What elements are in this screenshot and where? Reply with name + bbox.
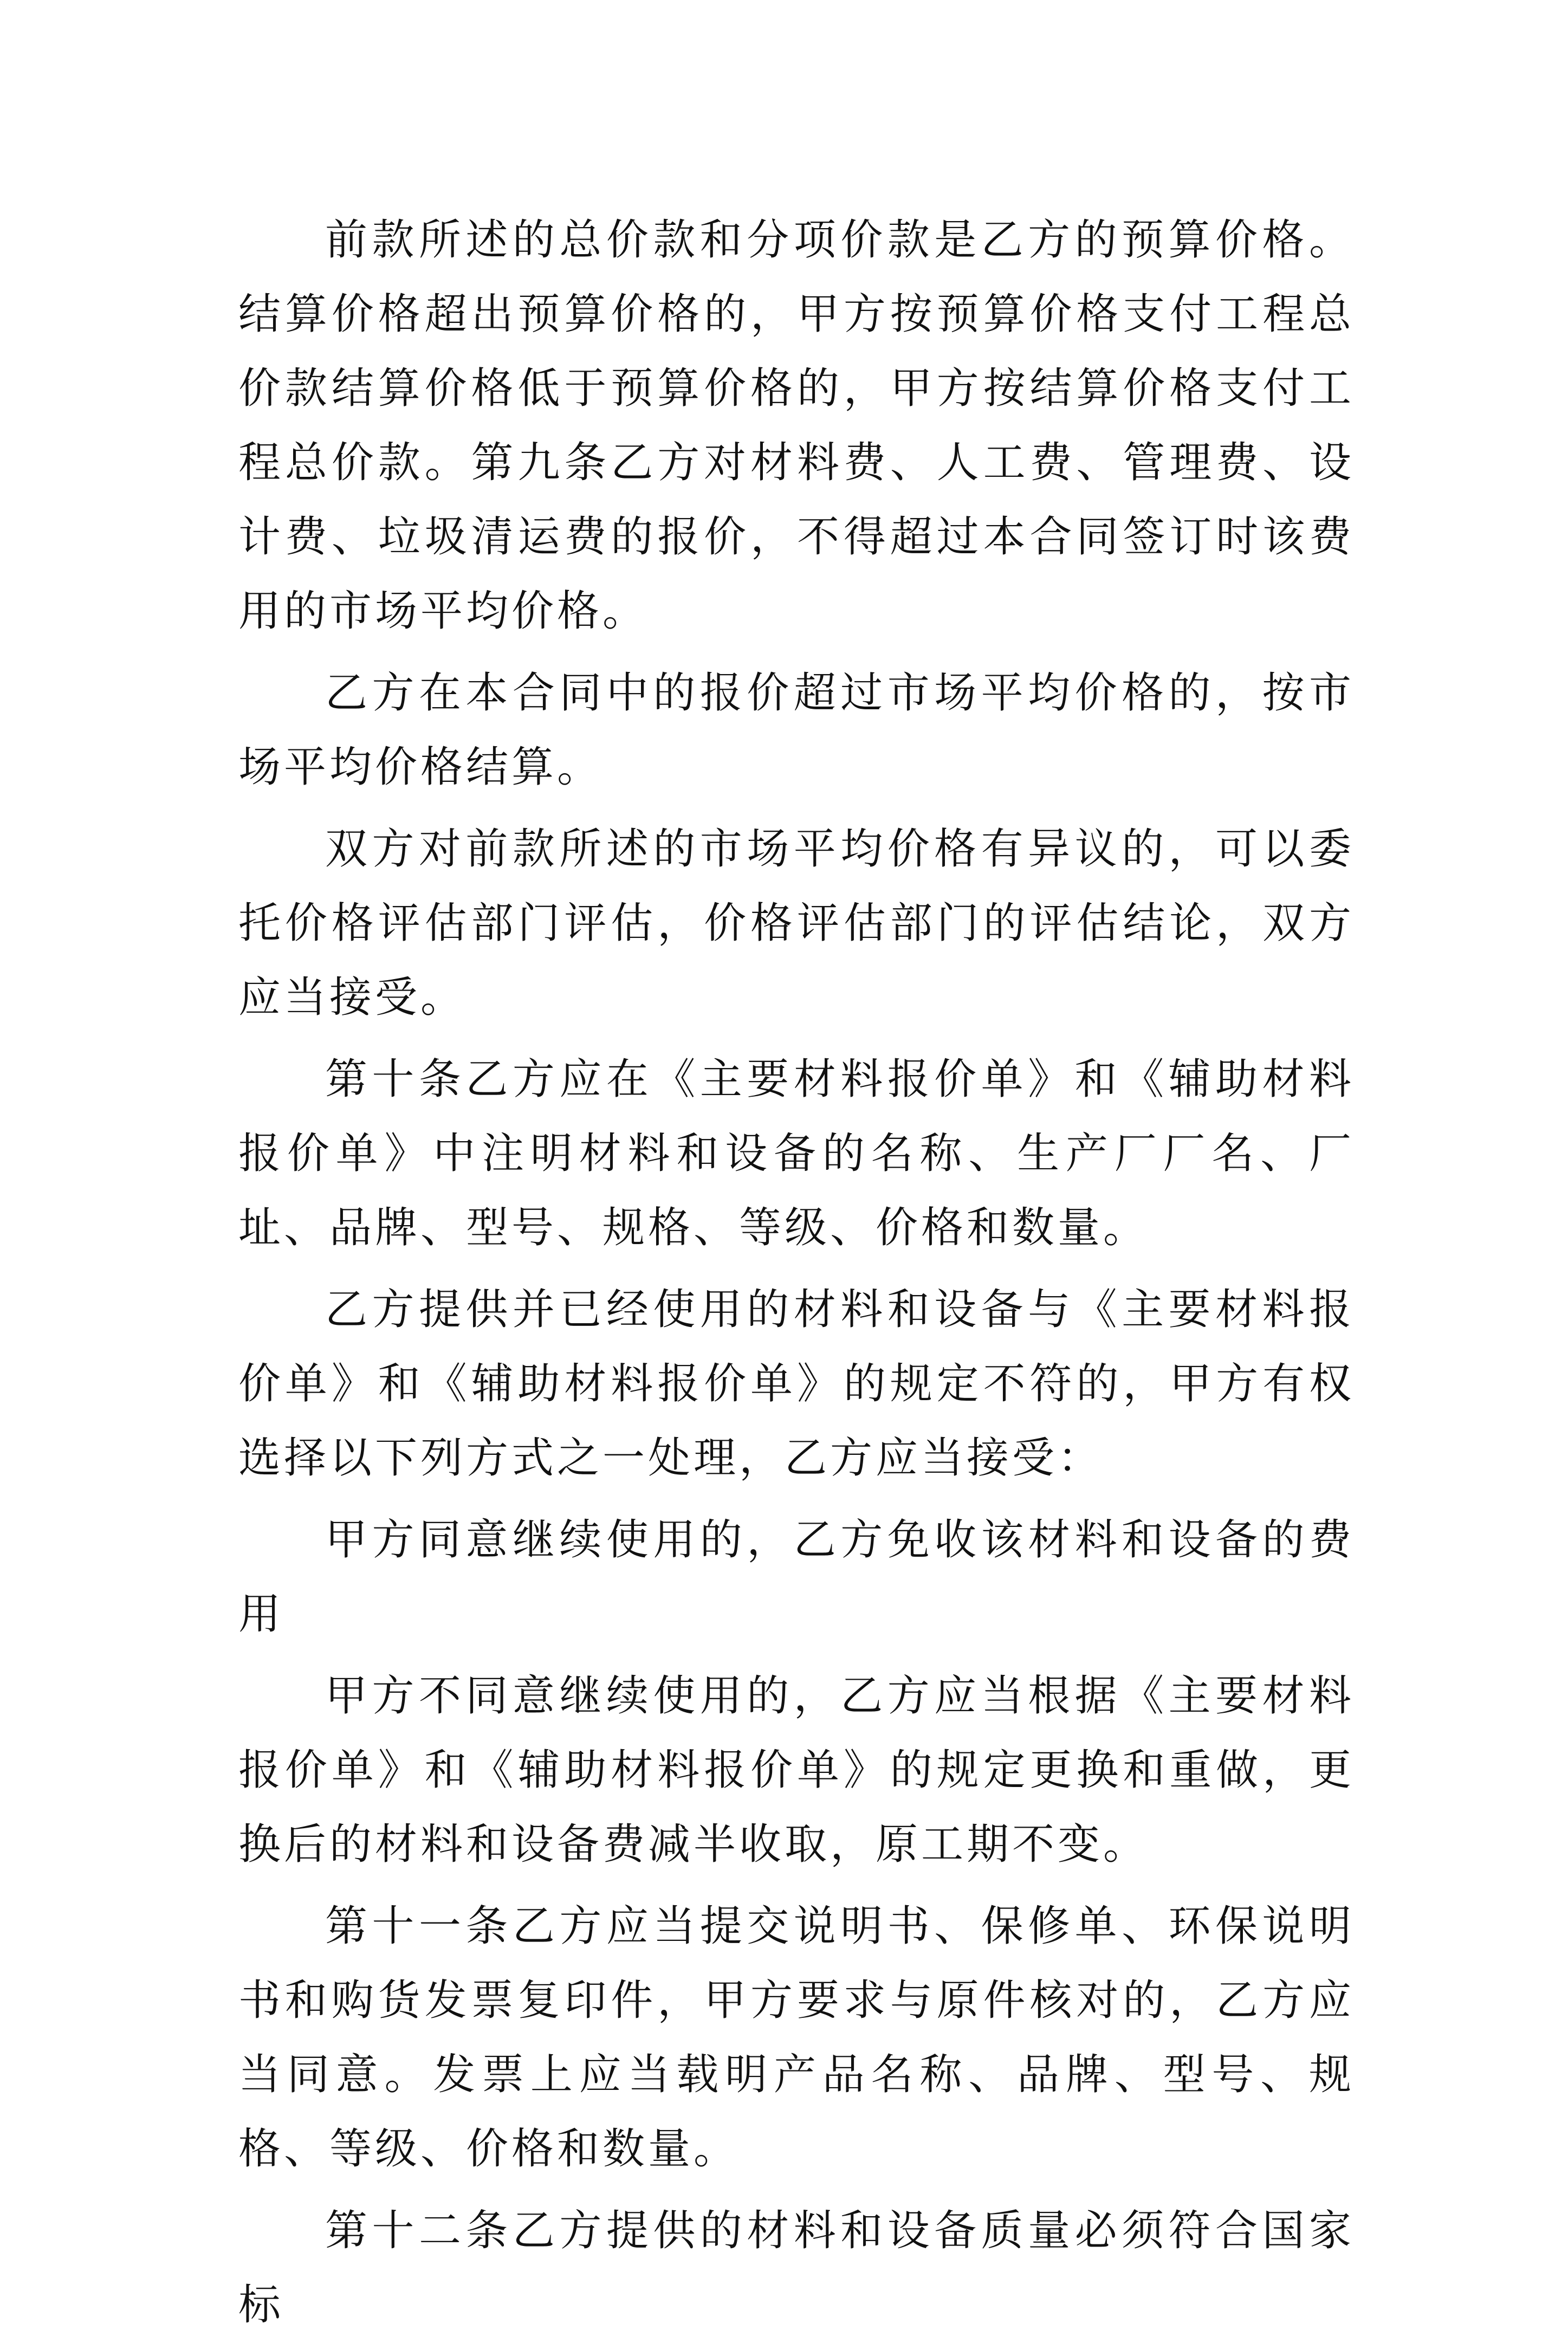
paragraph-option-replace: 甲方不同意继续使用的，乙方应当根据《主要材料报价单》和《辅助材料报价单》的规定更换和重做，更换后的材料和设备费减半收取，原工期不变。 [238,1672,1355,1869]
paragraph-price-appraisal: 双方对前款所述的市场平均价格有异议的，可以委托价格评估部门评估，价格评估部门的评估结论，双方应当接受。 [238,825,1355,1022]
paragraph-market-average-settlement: 乙方在本合同中的报价超过市场平均价格的，按市场平均价格结算。 [238,669,1355,792]
paragraph-budget-price: 前款所述的总价款和分项价款是乙方的预算价格。结算价格超出预算价格的，甲方按预算价格支付工程总价款结算价格低于预算价格的，甲方按结算价格支付工程总价款。第九条乙方对材料费、人工费、管理费、设计费、垃圾清运费的报价，不得超过本合同签订时该费用的市场平均价格。 [238,216,1355,636]
paragraph-nonconforming-materials: 乙方提供并已经使用的材料和设备与《主要材料报价单》和《辅助材料报价单》的规定不符的，甲方有权选择以下列方式之一处理，乙方应当接受： [238,1285,1355,1482]
contract-body-text [238,203,1355,2350]
paragraph-article-11: 第十一条乙方应当提交说明书、保修单、环保说明书和购货发票复印件，甲方要求与原件核对的，乙方应当同意。发票上应当载明产品名称、品牌、型号、规格、等级、价格和数量。 [238,1902,1355,2173]
paragraph-article-12: 第十二条乙方提供的材料和设备质量必须符合国家标 [238,2206,1355,2329]
paragraph-option-continue-use: 甲方同意继续使用的，乙方免收该材料和设备的费用 [238,1516,1355,1639]
paragraph-article-10: 第十条乙方应在《主要材料报价单》和《辅助材料报价单》中注明材料和设备的名称、生产厂厂名、厂址、品牌、型号、规格、等级、价格和数量。 [238,1055,1355,1252]
